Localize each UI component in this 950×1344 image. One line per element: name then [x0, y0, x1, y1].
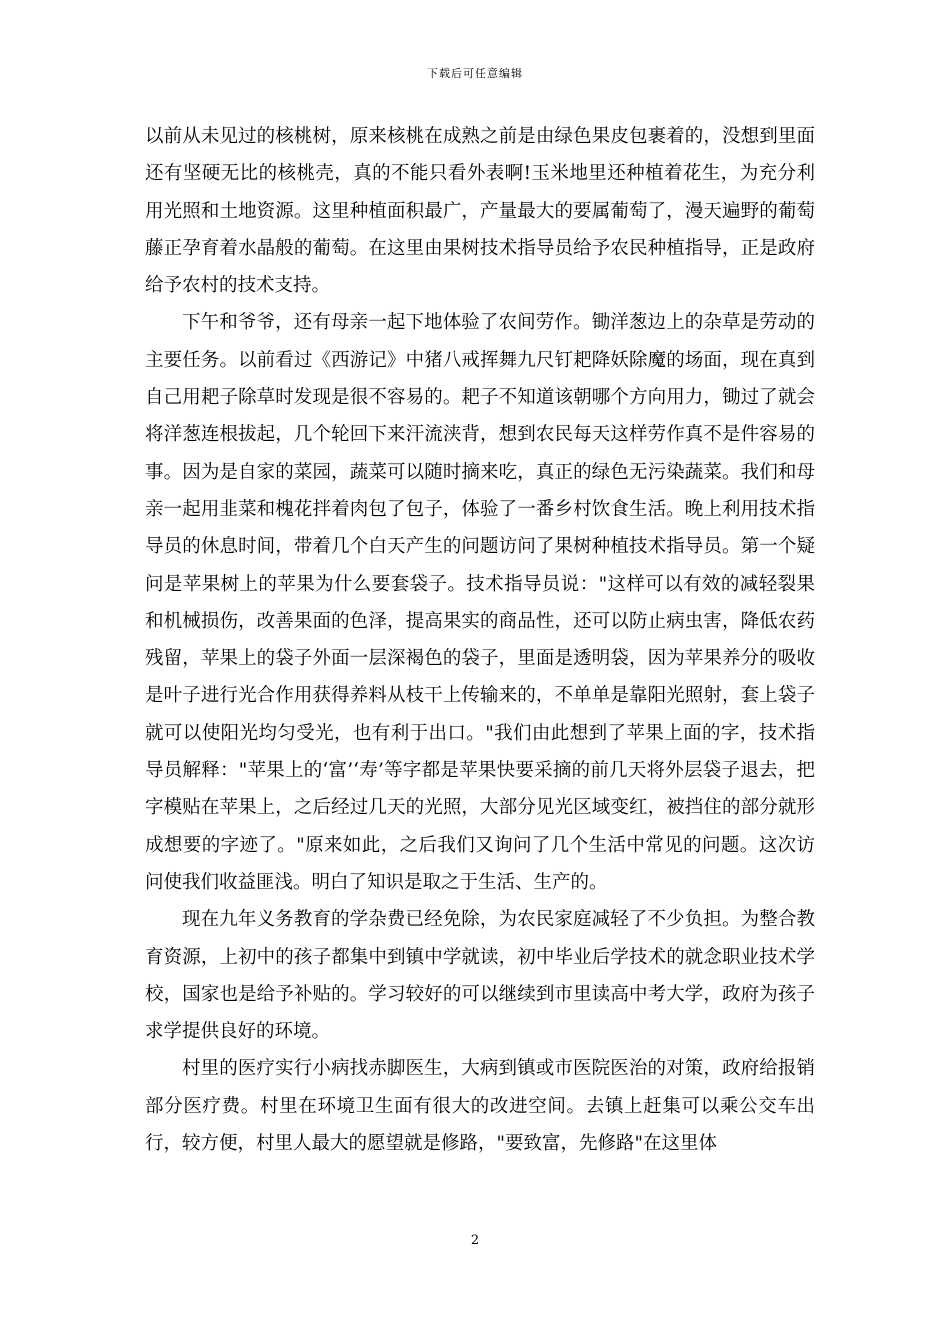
paragraph-farm-work-interview: 下午和爷爷，还有母亲一起下地体验了农间劳作。锄洋葱边上的杂草是劳动的主要任务。以前看过《西游记》中猪八戒挥舞九尺钉耙降妖除魔的场面，现在真到自己用耙子除草时发现是很不容易的。耙子不知道该朝哪个方向用力，锄过了就会将洋葱连根拔起，几个轮回下来汗流浃背，想到农民每天这样劳作真不是件容易的事。因为是自家的菜园，蔬菜可以随时摘来吃，真正的绿色无污染蔬菜。我们和母亲一起用韭菜和槐花拌着肉包了包子，体验了一番乡村饮食生活。晚上利用技术指导员的休息时间，带着几个白天产生的问题访问了果树种植技术指导员。第一个疑问是苹果树上的苹果为什么要套袋子。技术指导员说："这样可以有效的减轻裂果和机械损伤，改善果面的色泽，提高果实的商品性，还可以防止病虫害，降低农药残留，苹果上的袋子外面一层深褐色的袋子，里面是透明袋，因为苹果养分的吸收是叶子进行光合作用获得养料从枝干上传输来的，不单单是靠阳光照射，套上袋子就可以使阳光均匀受光，也有利于出口。"我们由此想到了苹果上面的字，技术指导员解释："苹果上的‘富’‘寿’等字都是苹果快要采摘的前几天将外层袋子退去，把字模贴在苹果上，之后经过几天的光照，大部分见光区域变红，被挡住的部分就形成想要的字迹了。"原来如此，之后我们又询问了几个生活中常见的问题。这次访问使我们收益匪浅。明白了知识是取之于生活、生产的。 — [145, 312, 815, 893]
paragraph-walnut-vineyard: 以前从未见过的核桃树，原来核桃在成熟之前是由绿色果皮包裹着的，没想到里面还有坚硬无比的核桃壳，真的不能只看外表啊!玉米地里还种植着花生，为充分利用光照和土地资源。这里种植面积最广，产量最大的要属葡萄了，漫天遍野的葡萄藤正孕育着水晶般的葡萄。在这里由果树技术指导员给予农民种植指导，正是政府给予农村的技术支持。 — [145, 126, 815, 297]
page-number: 2 — [470, 1233, 480, 1248]
page-header: 下载后可任意编辑 — [427, 67, 523, 80]
paragraph-medical-transport: 村里的医疗实行小病找赤脚医生，大病到镇或市医院医治的对策，政府给报销部分医疗费。村里在环境卫生面有很大的改进空间。去镇上赶集可以乘公交车出行，较方便，村里人最大的愿望就是修路，"要致富，先修路"在这里体 — [145, 1058, 815, 1155]
document-body — [145, 118, 815, 1162]
paragraph-education: 现在九年义务教育的学杂费已经免除，为农民家庭减轻了不少负担。为整合教育资源，上初中的孩子都集中到镇中学就读，初中毕业后学技术的就念职业技术学校，国家也是给予补贴的。学习较好的可以继续到市里读高中考大学，政府为孩子求学提供良好的环境。 — [145, 909, 815, 1043]
